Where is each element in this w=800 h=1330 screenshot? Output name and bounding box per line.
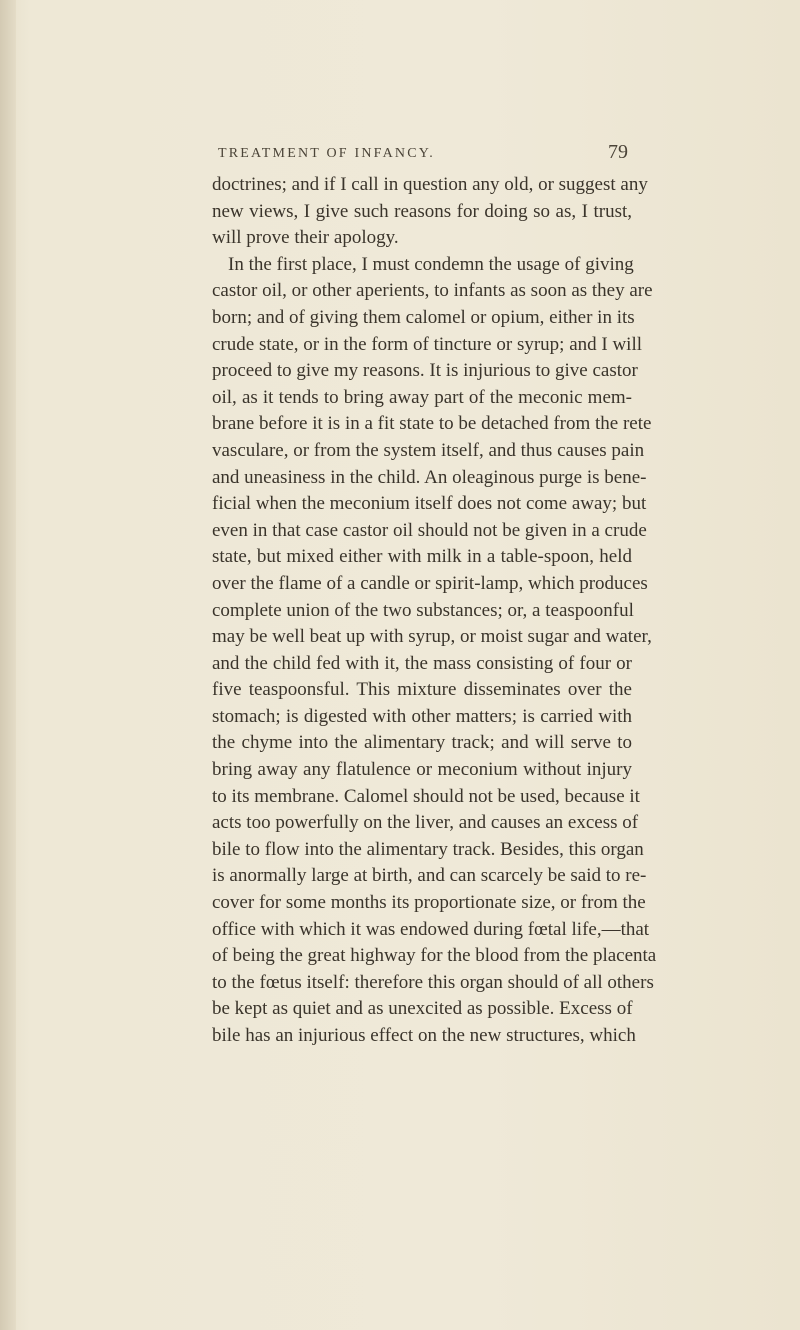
text-line: proceed to give my reasons. It is injurious to give castor <box>212 360 638 382</box>
text-line: and uneasiness in the child. An oleaginous purge is bene- <box>212 466 647 488</box>
text-line: new views, I give such reasons for doing so as, I trust, <box>212 200 632 222</box>
text-line: born; and of giving them calomel or opium, either in its <box>212 306 635 328</box>
page-spine-edge <box>0 0 16 1330</box>
text-line: even in that case castor oil should not be given in a crude <box>212 519 647 541</box>
text-line: brane before it is in a fit state to be detached from the rete <box>212 413 652 435</box>
page-number: 79 <box>608 141 628 163</box>
text-line: and the child fed with it, the mass consisting of four or <box>212 652 632 674</box>
text-line: doctrines; and if I call in question any old, or suggest any <box>212 174 648 195</box>
text-line: stomach; is digested with other matters; is carried with <box>212 705 632 727</box>
text-line: office with which it was endowed during fœtal life,—that <box>212 918 650 940</box>
text-line: complete union of the two substances; or, a teaspoonful <box>212 599 634 621</box>
text-line: of being the great highway for the blood from the placenta <box>212 945 657 967</box>
text-line: acts too powerfully on the liver, and causes an excess of <box>212 812 639 834</box>
text-line: the chyme into the alimentary track; and will serve to <box>212 732 632 754</box>
text-line: vasculare, or from the system itself, and thus causes pain <box>212 439 645 461</box>
text-line: bile to flow into the alimentary track. Besides, this organ <box>212 838 644 860</box>
text-line: castor oil, or other aperients, to infants as soon as they are <box>212 280 653 302</box>
text-line: bring away any flatulence or meconium without injury <box>212 759 632 781</box>
text-line: may be well beat up with syrup, or moist sugar and water, <box>212 626 652 648</box>
text-line: five teaspoonsful. This mixture disseminates over the <box>212 679 632 701</box>
text-line: bile has an injurious effect on the new structures, which <box>212 1025 636 1046</box>
paragraph-start-line: In the first place, I must condemn the usage of giving <box>228 253 634 275</box>
text-line: will prove their apology. <box>212 227 399 249</box>
text-line: crude state, or in the form of tincture or syrup; and I will <box>212 333 643 355</box>
text-line: state, but mixed either with milk in a table-spoon, held <box>212 546 632 568</box>
text-line: to the fœtus itself: therefore this organ should of all others <box>212 971 654 993</box>
text-line: over the flame of a candle or spirit-lamp, which produces <box>212 572 648 594</box>
text-line: be kept as quiet and as unexcited as possible. Excess of <box>212 998 633 1020</box>
running-head: TREATMENT OF INFANCY. <box>218 146 435 161</box>
text-line: is anormally large at birth, and can scarcely be said to re- <box>212 865 647 887</box>
text-line: ficial when the meconium itself does not come away; but <box>212 493 647 515</box>
text-line: to its membrane. Calomel should not be used, because it <box>212 785 640 807</box>
text-line: cover for some months its proportionate size, or from the <box>212 892 646 914</box>
body-text <box>212 172 657 1050</box>
text-line: oil, as it tends to bring away part of the meconic mem- <box>212 386 632 408</box>
